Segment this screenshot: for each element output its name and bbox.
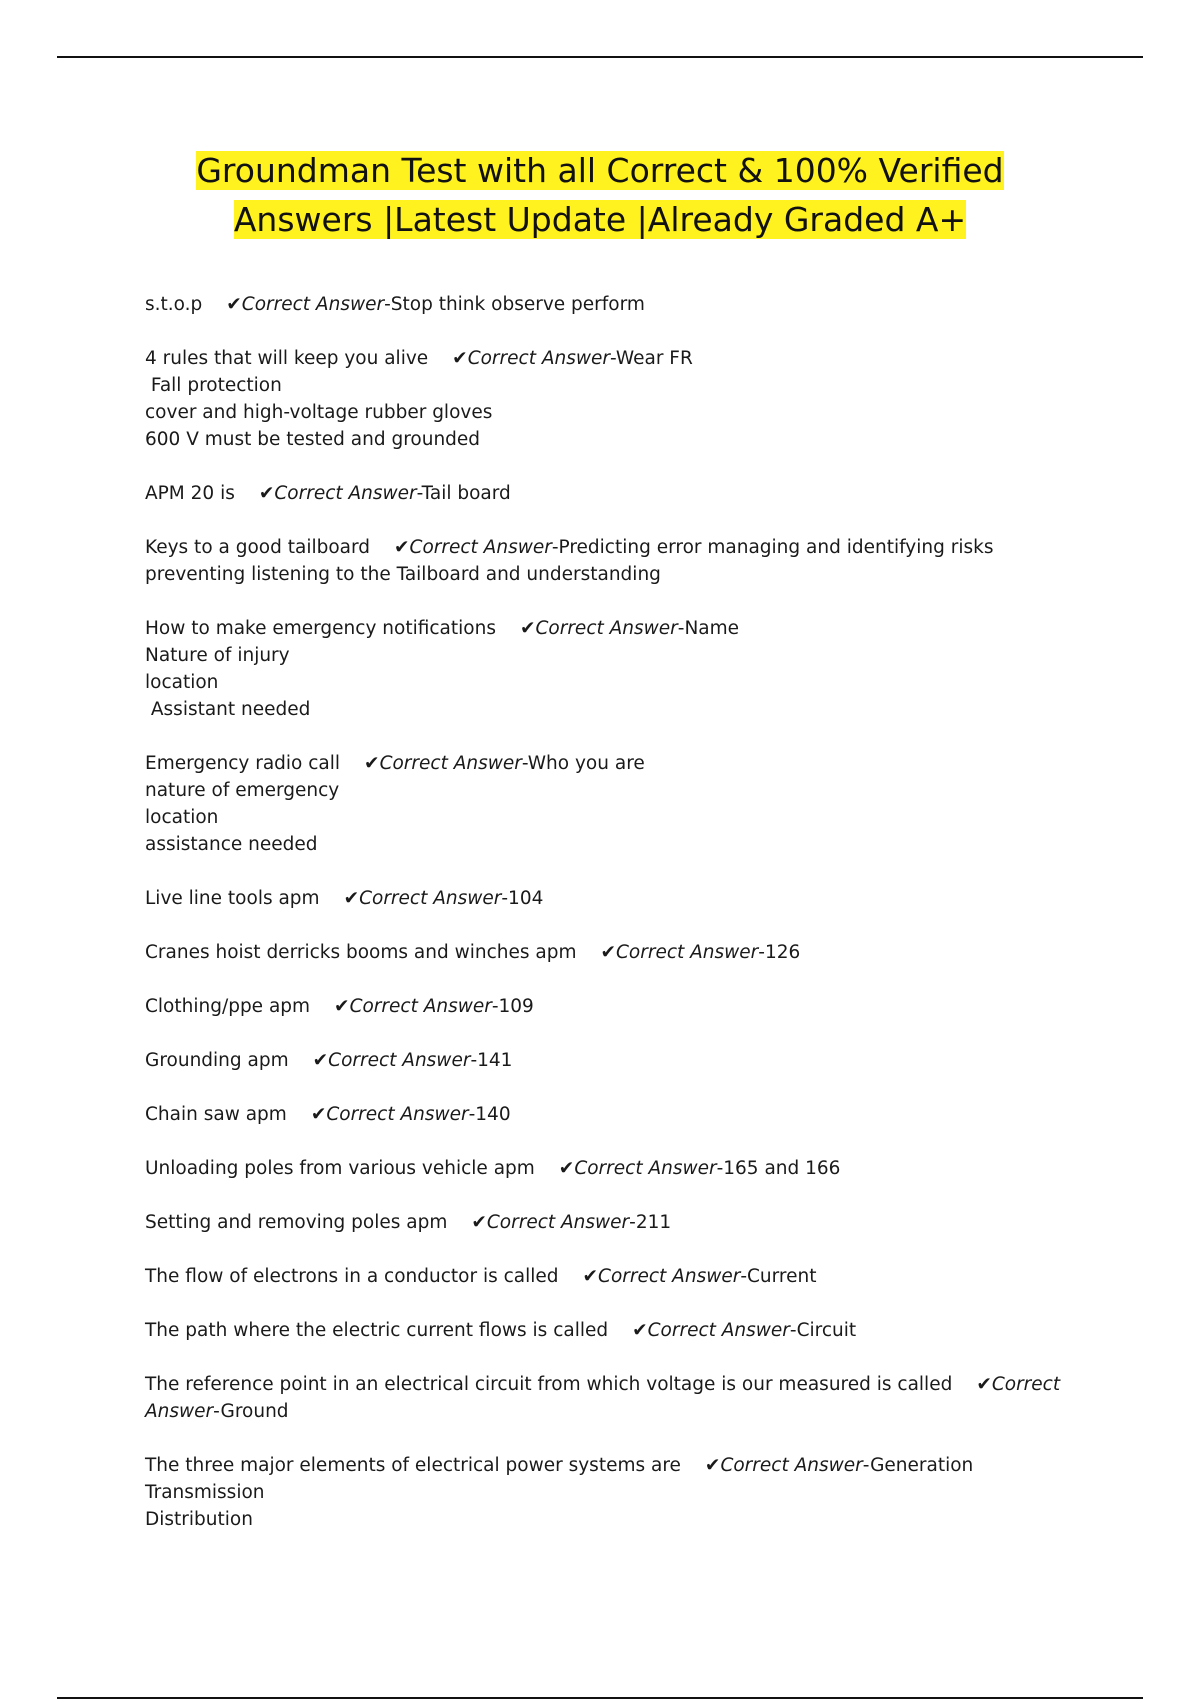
qa-item	[145, 480, 1065, 507]
answer-continuation: Distribution	[145, 1509, 253, 1530]
question-text: 4 rules that will keep you alive	[145, 348, 429, 369]
footer-rule	[57, 1697, 1143, 1699]
answer-label: Correct Answer	[616, 942, 759, 963]
answer-text: -Ground	[213, 1401, 289, 1422]
check-mark-icon: ✔	[704, 1455, 721, 1476]
question-answer-list	[145, 291, 1065, 1560]
qa-item	[145, 993, 1065, 1020]
answer-text: -211	[629, 1212, 672, 1233]
answer-continuation: Assistant needed	[145, 699, 311, 720]
check-mark-icon: ✔	[976, 1374, 992, 1395]
answer-continuation: Transmission	[145, 1482, 265, 1503]
qa-item	[145, 750, 1065, 858]
answer-text: -165 and 166	[716, 1158, 841, 1179]
qa-wrap-line	[145, 1398, 1065, 1425]
document-title	[100, 146, 1100, 244]
qa-item	[145, 534, 1065, 588]
qa-item	[145, 1263, 1065, 1290]
check-mark-icon: ✔	[312, 1050, 329, 1071]
qa-first-line	[145, 1155, 1065, 1182]
answer-label: Correct Answer	[349, 996, 492, 1017]
check-mark-icon: ✔	[226, 294, 242, 315]
answer-continuation: Fall protection	[145, 375, 282, 396]
answer-text: -109	[491, 996, 534, 1017]
qa-item	[145, 1209, 1065, 1236]
check-mark-icon: ✔	[452, 348, 468, 369]
qa-item	[145, 1101, 1065, 1128]
question-text: How to make emergency notifications	[145, 618, 496, 639]
question-text: Keys to a good tailboard	[145, 537, 371, 558]
qa-item	[145, 345, 1065, 453]
qa-first-line	[145, 993, 1065, 1020]
answer-continuation: cover and high-voltage rubber gloves	[145, 402, 493, 423]
qa-first-line	[145, 291, 1065, 318]
answer-label: Correct Answer	[379, 753, 522, 774]
qa-first-line	[145, 480, 1065, 507]
answer-label: Correct Answer	[409, 537, 552, 558]
answer-continuation: assistance needed	[145, 834, 318, 855]
answer-label: Correct Answer	[720, 1455, 863, 1476]
qa-first-line	[145, 534, 1065, 561]
qa-item	[145, 939, 1065, 966]
qa-item	[145, 1452, 1065, 1533]
answer-label: Correct Answer	[598, 1266, 741, 1287]
check-mark-icon: ✔	[471, 1212, 487, 1233]
answer-continuation: location	[145, 672, 219, 693]
qa-item	[145, 615, 1065, 723]
answer-label: Correct Answer	[359, 888, 502, 909]
qa-item	[145, 291, 1065, 318]
check-mark-icon: ✔	[558, 1158, 575, 1179]
qa-item	[145, 1317, 1065, 1344]
answer-label: Correct Answer	[574, 1158, 717, 1179]
qa-first-line	[145, 939, 1065, 966]
answer-label: Correct	[991, 1374, 1061, 1395]
answer-text: -Who you are	[521, 753, 645, 774]
answer-text: -Tail board	[416, 483, 511, 504]
answer-text: -140	[468, 1104, 511, 1125]
answer-text: -Generation	[862, 1455, 974, 1476]
question-text: Cranes hoist derricks booms and winches apm	[145, 942, 577, 963]
answer-text: -Stop think observe perform	[384, 294, 645, 315]
answer-label: Correct Answer	[486, 1212, 630, 1233]
check-mark-icon: ✔	[334, 996, 350, 1017]
qa-item	[145, 1371, 1065, 1425]
answer-text: -141	[470, 1050, 513, 1071]
qa-first-line	[145, 1047, 1065, 1074]
answer-text: -Name	[677, 618, 740, 639]
answer-label: Correct Answer	[328, 1050, 471, 1071]
qa-first-line	[145, 885, 1065, 912]
answer-label: Answer	[145, 1401, 214, 1422]
question-text: Clothing/ppe apm	[145, 996, 311, 1017]
question-text: The path where the electric current flows is called	[145, 1320, 609, 1341]
question-text: Emergency radio call	[145, 753, 341, 774]
qa-first-line	[145, 1317, 1065, 1344]
question-text: s.t.o.p	[145, 294, 203, 315]
answer-text: -Current	[740, 1266, 817, 1287]
check-mark-icon: ✔	[364, 753, 380, 774]
question-text: The flow of electrons in a conductor is called	[145, 1266, 559, 1287]
question-text: Live line tools apm	[145, 888, 320, 909]
check-mark-icon: ✔	[394, 537, 410, 558]
question-text: The three major elements of electrical power systems are	[145, 1455, 681, 1476]
qa-item	[145, 1155, 1065, 1182]
answer-text: -126	[758, 942, 801, 963]
question-text: The reference point in an electrical circuit from which voltage is our measured is called	[145, 1374, 953, 1395]
check-mark-icon: ✔	[310, 1104, 327, 1125]
answer-text: -104	[501, 888, 544, 909]
qa-item	[145, 1047, 1065, 1074]
check-mark-icon: ✔	[258, 483, 275, 504]
answer-label: Correct Answer	[326, 1104, 469, 1125]
title-line-1: Groundman Test with all Correct & 100% Verified	[196, 151, 1004, 190]
answer-label: Correct Answer	[467, 348, 610, 369]
answer-text: -Circuit	[789, 1320, 857, 1341]
check-mark-icon: ✔	[600, 942, 617, 963]
qa-first-line	[145, 1371, 1065, 1398]
qa-first-line	[145, 1101, 1065, 1128]
header-rule	[57, 56, 1143, 58]
title-line-2: Answers |Latest Update |Already Graded A+	[233, 200, 967, 239]
answer-continuation: Nature of injury	[145, 645, 290, 666]
qa-first-line	[145, 1263, 1065, 1290]
qa-first-line	[145, 615, 1065, 642]
answer-continuation: 600 V must be tested and grounded	[145, 429, 481, 450]
answer-continuation: location	[145, 807, 219, 828]
question-text: Setting and removing poles apm	[145, 1212, 448, 1233]
question-text: Grounding apm	[145, 1050, 289, 1071]
question-text: Chain saw apm	[145, 1104, 287, 1125]
check-mark-icon: ✔	[582, 1266, 599, 1287]
question-text: Unloading poles from various vehicle apm	[145, 1158, 535, 1179]
question-text: APM 20 is	[145, 483, 235, 504]
answer-continuation: nature of emergency	[145, 780, 340, 801]
answer-text: -Predicting error managing and identifying risks	[551, 537, 994, 558]
check-mark-icon: ✔	[343, 888, 360, 909]
answer-label: Correct Answer	[647, 1320, 790, 1341]
answer-label: Correct Answer	[241, 294, 385, 315]
check-mark-icon: ✔	[632, 1320, 648, 1341]
qa-first-line	[145, 1209, 1065, 1236]
answer-text: -Wear FR	[609, 348, 693, 369]
check-mark-icon: ✔	[519, 618, 536, 639]
answer-label: Correct Answer	[274, 483, 417, 504]
answer-continuation: preventing listening to the Tailboard and understanding	[145, 564, 661, 585]
qa-first-line	[145, 1452, 1065, 1479]
qa-first-line	[145, 345, 1065, 372]
qa-item	[145, 885, 1065, 912]
qa-first-line	[145, 750, 1065, 777]
answer-label: Correct Answer	[535, 618, 678, 639]
